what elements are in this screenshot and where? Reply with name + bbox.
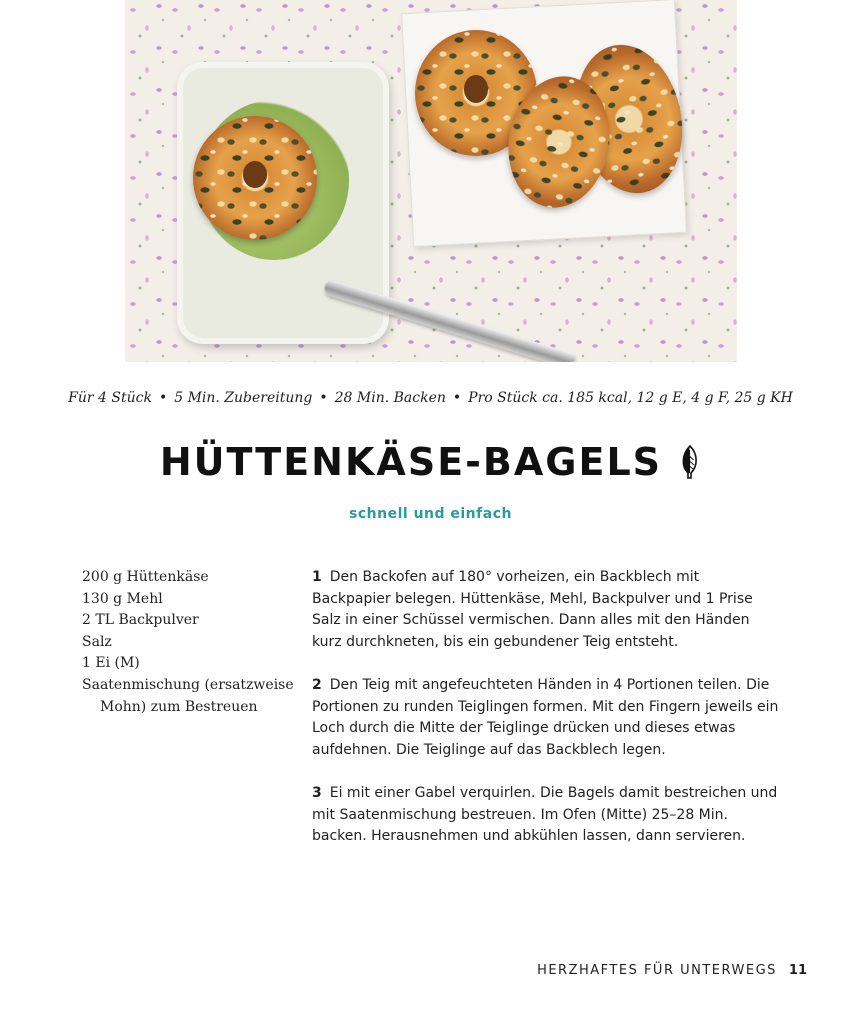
step-text: Ei mit einer Gabel verquirlen. Die Bagels damit bestreichen und mit Saatenmischung bestreuen. Im Ofen (Mitte) 25–28 Min. backen. Herausnehmen und abkühlen lassen, dann servieren. [312,784,778,845]
page-number: 11 [788,963,807,978]
meta-yield: Für 4 Stück [68,390,152,406]
step-text: Den Backofen auf 180° vorheizen, ein Backblech mit Backpapier belegen. Hüttenkäse, Mehl, Backpulver und 1 Prise Salz in einer Schüssel vermischen. Dann alles mit den Händen kurz durchkneten, bis ein gebundener Teig entsteht. [312,569,753,650]
ingredient-item: 130 g Mehl [82,590,163,607]
leaf-icon [679,444,701,480]
ingredient-item: 2 TL Backpulver [82,612,199,629]
step-number: 2 [312,676,322,693]
page-title: HÜTTENKÄSE-BAGELS [159,440,663,484]
ingredient-item: 200 g Hüttenkäse [82,569,209,585]
meta-prep: 5 Min. Zubereitung [174,390,313,406]
ingredient-item: Salz [82,633,112,650]
page-footer [537,963,807,978]
recipe-photo [125,0,737,362]
ingredient-list [82,567,297,718]
step-number: 3 [312,784,322,801]
title-row [0,440,841,484]
instruction-steps [312,567,782,869]
step-3 [312,783,782,848]
step-text: Den Teig mit angefeuchteten Händen in 4 Portionen teilen. Die Portionen zu runden Teiglingen formen. Mit den Fingern jeweils ein Loch durch die Mitte der Teiglinge drücken und dieses etwas aufdehnen. Die Teiglinge auf das Backblech legen. [312,676,779,758]
recipe-meta: Für 4 Stück • 5 Min. Zubereitung • 28 Min. Backen • Pro Stück ca. 185 kcal, 12 g E, 4 g F, 25 g KH [68,390,793,406]
step-2 [312,675,782,761]
footer-section: HERZHAFTES FÜR UNTERWEGS [537,963,777,978]
step-1 [312,567,782,653]
subtitle: schnell und einfach [349,506,512,522]
meta-nutrition: Pro Stück ca. 185 kcal, 12 g E, 4 g F, 25 g KH [468,390,793,406]
bagel-sandwich [193,116,317,240]
ingredient-item: 1 Ei (M) [82,655,140,672]
meta-bake: 28 Min. Backen [334,390,446,406]
step-number: 1 [312,569,322,585]
ingredient-item: Saatenmischung (ersatzweise Mohn) zum Bestreuen [82,676,294,715]
